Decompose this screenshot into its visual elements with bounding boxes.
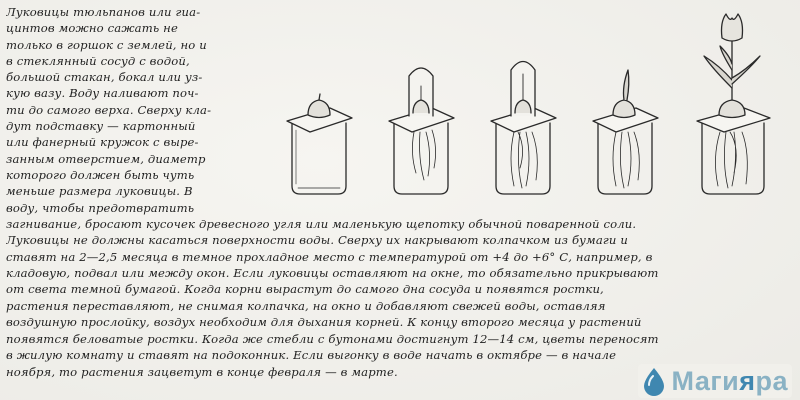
text-line: ставят на 2—2,5 месяца в темное прохладное место с температурой от +4 до +6° С, например, в (6, 249, 653, 264)
text-line: появятся беловатые ростки. Когда же стебли с бутонами достигнут 12—14 см, цветы переносят (6, 331, 659, 346)
text-line: Луковицы не должны касаться поверхности воды. Сверху их накрывают колпачком из бумаги и (6, 233, 628, 248)
text-line: в жилую комнату и ставят на подоконник. Если выгонку в воде начать в октябре — в начале (6, 348, 617, 363)
bulb-forcing-illustration (282, 8, 797, 208)
text-line: Луковицы тюльпанов или гиа- (6, 5, 201, 19)
text-column-wide (6, 216, 794, 380)
text-line: кладовую, подвал или между окон. Если луковицы оставляют на окне, то обязательно прикрывают (6, 266, 659, 281)
text-line: ти до самого верха. Сверху кла- (6, 102, 212, 117)
glass-jar-stage-5-tulip (697, 14, 770, 194)
text-line: ноября, то растения зацветут в конце февраля — в марте. (6, 364, 398, 379)
glass-jar-stage-3 (491, 62, 556, 195)
logo-part-2: я (739, 365, 756, 396)
text-line: только в горшок с землей, но и (6, 37, 207, 52)
site-logo (638, 364, 792, 398)
logo-part-3: ра (755, 365, 788, 396)
text-line: растения переставляют, не снимая колпачка, на окно и добавляют свежей воды, оставляя (6, 298, 606, 313)
text-line: цинтов можно сажать не (6, 21, 178, 36)
text-line: воду, чтобы предотвратить (6, 200, 195, 215)
glass-jar-stage-2 (389, 68, 454, 194)
logo-part-1: Маги (671, 365, 740, 396)
text-column-narrow (6, 4, 276, 216)
water-drop-icon (640, 366, 668, 396)
glass-jar-stage-1 (287, 94, 352, 194)
text-line: которого должен быть чуть (6, 167, 195, 182)
text-line: занным отверстием, диаметр (6, 151, 206, 166)
text-line: загнивание, бросают кусочек древесного угля или маленькую щепотку обычной поваренной соли. (6, 216, 637, 231)
text-line: меньше размера луковицы. В (6, 184, 193, 199)
text-line: большой стакан, бокал или уз- (6, 70, 203, 85)
text-line: дут подставку — картонный (6, 119, 196, 134)
text-line: воздушную прослойку, воздух необходим для дыхания корней. К концу второго месяца у растений (6, 315, 642, 330)
logo-wordmark (672, 366, 788, 397)
glass-jar-stage-4 (593, 70, 658, 194)
text-line: кую вазу. Воду наливают поч- (6, 86, 199, 101)
text-line: в стеклянный сосуд с водой, (6, 53, 190, 68)
text-line: или фанерный кружок с выре- (6, 135, 199, 150)
text-line: от света темной бумагой. Когда корни вырастут до самого дна сосуда и появятся ростки, (6, 282, 604, 297)
